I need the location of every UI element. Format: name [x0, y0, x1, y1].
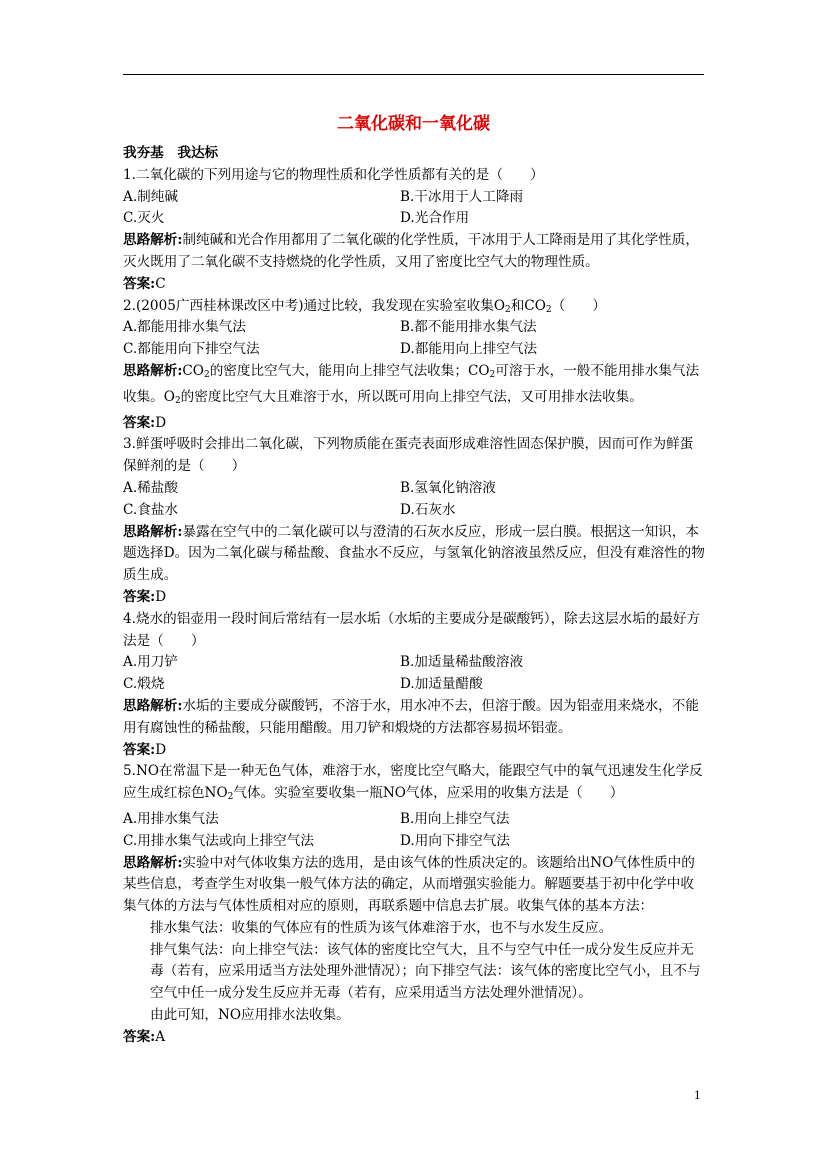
options-row	[123, 831, 706, 853]
document-body	[123, 143, 706, 1049]
analysis-text: 制纯碱和光合作用都用了二氧化碳的化学性质，干冰用于人工降雨是用了其化学性质，灭火既用了二氧化碳不支持燃烧的化学性质，又用了密度比空气大的物理性质。	[123, 232, 699, 270]
stem-part: （ ）	[551, 297, 606, 314]
option-d: D.加适量醋酸	[400, 676, 483, 693]
method-water: 排水集气法：收集的气体应有的性质为该气体难溶于水，也不与水发生反应。	[150, 919, 613, 936]
answer-value: A	[155, 1028, 166, 1045]
option-d: D.都能用向上排空气法	[400, 341, 538, 358]
option-d: D.光合作用	[400, 210, 470, 227]
analysis-block	[123, 230, 706, 274]
option-a: A.都能用排水集气法	[123, 319, 246, 336]
page-number: 1	[694, 1087, 701, 1102]
subscript: 2	[227, 792, 234, 803]
answer-label: 答案:	[123, 1028, 156, 1045]
stem-part: 气体。实验室要收集一瓶NO气体，应采用的收集方法是（ ）	[233, 785, 624, 802]
subscript: 2	[174, 395, 181, 406]
analysis-label: 思路解析:	[123, 232, 183, 249]
options-row	[123, 187, 706, 209]
analysis-label: 思路解析:	[123, 697, 183, 714]
answer-value: D	[155, 741, 167, 758]
header-rule	[123, 74, 704, 75]
question-5	[123, 761, 706, 1048]
option-c: C.煅烧	[123, 676, 165, 693]
options-row	[123, 478, 706, 500]
question-stem: 1.二氧化碳的下列用途与它的物理性质和化学性质都有关的是（ ）	[123, 166, 544, 183]
analysis-label: 思路解析:	[123, 523, 183, 540]
analysis-block	[123, 361, 706, 413]
question-3	[123, 434, 706, 608]
options-row	[123, 208, 706, 230]
subscript: 2	[504, 304, 511, 315]
answer-line	[123, 274, 706, 296]
analysis-label: 思路解析:	[123, 854, 183, 871]
conclusion: 由此可知，NO应用排水法收集。	[150, 1007, 350, 1024]
analysis-block	[123, 853, 706, 918]
subscript: 2	[545, 304, 552, 315]
analysis-text: 暴露在空气中的二氧化碳可以与澄清的石灰水反应，形成一层白膜。根据这一知识，本题选择D。因为二氧化碳与稀盐酸、食盐水不反应，与氢氧化钠溶液虽然反应，但没有难溶性的物质生成。	[123, 523, 705, 584]
option-d: D.用向下排空气法	[400, 832, 510, 849]
stem-part: 2.(2005广西桂林课改区中考)通过比较，我发现在实验室收集O	[123, 297, 505, 314]
option-a: A.用刀铲	[123, 654, 178, 671]
option-b: B.氢氧化钠溶液	[400, 479, 496, 496]
analysis-text: 可溶于水，一般不能用排水集气法收集。O	[123, 362, 700, 405]
option-c: C.都能用向下排空气法	[123, 341, 260, 358]
answer-label: 答案:	[123, 275, 156, 292]
option-b: B.干冰用于人工降雨	[400, 188, 524, 205]
question-4	[123, 609, 706, 762]
options-row	[123, 339, 706, 361]
options-row	[123, 500, 706, 522]
subscript: 2	[203, 369, 210, 380]
answer-value: D	[155, 588, 167, 605]
question-stem	[123, 296, 706, 318]
question-stem	[123, 761, 706, 809]
analysis-text: 实验中对气体收集方法的选用，是由该气体的性质决定的。该题给出NO气体性质中的某些信息，考查学生对收集一般气体方法的确定，从而增强实验能力。解题要基于初中化学中收集气体的方法与气体性质相对应的原则，再联系题中信息去扩展。收集气体的基本方法：	[123, 854, 695, 915]
option-b: B.都不能用排水集气法	[400, 319, 537, 336]
answer-label: 答案:	[123, 414, 156, 431]
option-a: A.用排水集气法	[123, 810, 219, 827]
option-a: A.稀盐酸	[123, 479, 178, 496]
question-stem: 3.鲜蛋呼吸时会排出二氧化碳，下列物质能在蛋壳表面形成难溶性固态保护膜，因而可作为鲜蛋保鲜剂的是（ ）	[123, 436, 694, 475]
analysis-block	[123, 522, 706, 587]
stem-part: 和CO	[510, 297, 546, 314]
options-row	[123, 809, 706, 831]
option-b: B.用向上排空气法	[400, 810, 510, 827]
answer-label: 答案:	[123, 588, 156, 605]
question-stem: 4.烧水的铝壶用一段时间后常结有一层水垢（水垢的主要成分是碳酸钙），除去这层水垢的最好方法是（ ）	[123, 610, 701, 649]
options-row	[123, 652, 706, 674]
answer-value: C	[155, 275, 166, 292]
question-2	[123, 296, 706, 435]
answer-label: 答案:	[123, 741, 156, 758]
analysis-label: 思路解析:	[123, 362, 183, 379]
answer-line	[123, 413, 706, 435]
analysis-text: CO	[182, 362, 204, 379]
section-heading: 我夯基 我达标	[123, 145, 219, 161]
subscript: 2	[489, 369, 496, 380]
analysis-text: 水垢的主要成分碳酸钙，不溶于水，用水冲不去，但溶于酸。因为铝壶用来烧水，不能用有腐蚀性的稀盐酸，只能用醋酸。用刀铲和煅烧的方法都容易损坏铝壶。	[123, 697, 699, 736]
answer-line	[123, 1027, 706, 1049]
option-c: C.灭火	[123, 210, 165, 227]
stem-part: 5.NO在常温下是一种无色气体，难溶于水，密度比空气略大，能跟空气中的氧气迅速发生化学反应生成红棕色NO	[123, 763, 703, 802]
method-air: 排气集气法：向上排空气法：该气体的密度比空气大，且不与空气中任一成分发生反应并无毒（若有，应采用适当方法处理外泄情况）；向下排空气法：该气体的密度比空气小，且不与空气中任一成分发生反应并无毒（若有，应采用适当方法处理外泄情况）。	[150, 941, 701, 1002]
option-a: A.制纯碱	[123, 188, 178, 205]
option-d: D.石灰水	[400, 501, 456, 518]
answer-line	[123, 740, 706, 762]
analysis-block	[123, 696, 706, 740]
option-c: C.食盐水	[123, 501, 179, 518]
answer-line	[123, 587, 706, 609]
option-c: C.用排水集气法或向上排空气法	[123, 832, 314, 849]
answer-value: D	[155, 414, 167, 431]
page-title: 二氧化碳和一氧化碳	[337, 114, 490, 134]
question-1	[123, 165, 706, 296]
analysis-text: 的密度比空气大，能用向上排空气法收集；CO	[209, 362, 490, 379]
options-row	[123, 674, 706, 696]
options-row	[123, 317, 706, 339]
analysis-text: 的密度比空气大且难溶于水，所以既可用向上排空气法，又可用排水法收集。	[180, 388, 643, 405]
option-b: B.加适量稀盐酸溶液	[400, 654, 524, 671]
